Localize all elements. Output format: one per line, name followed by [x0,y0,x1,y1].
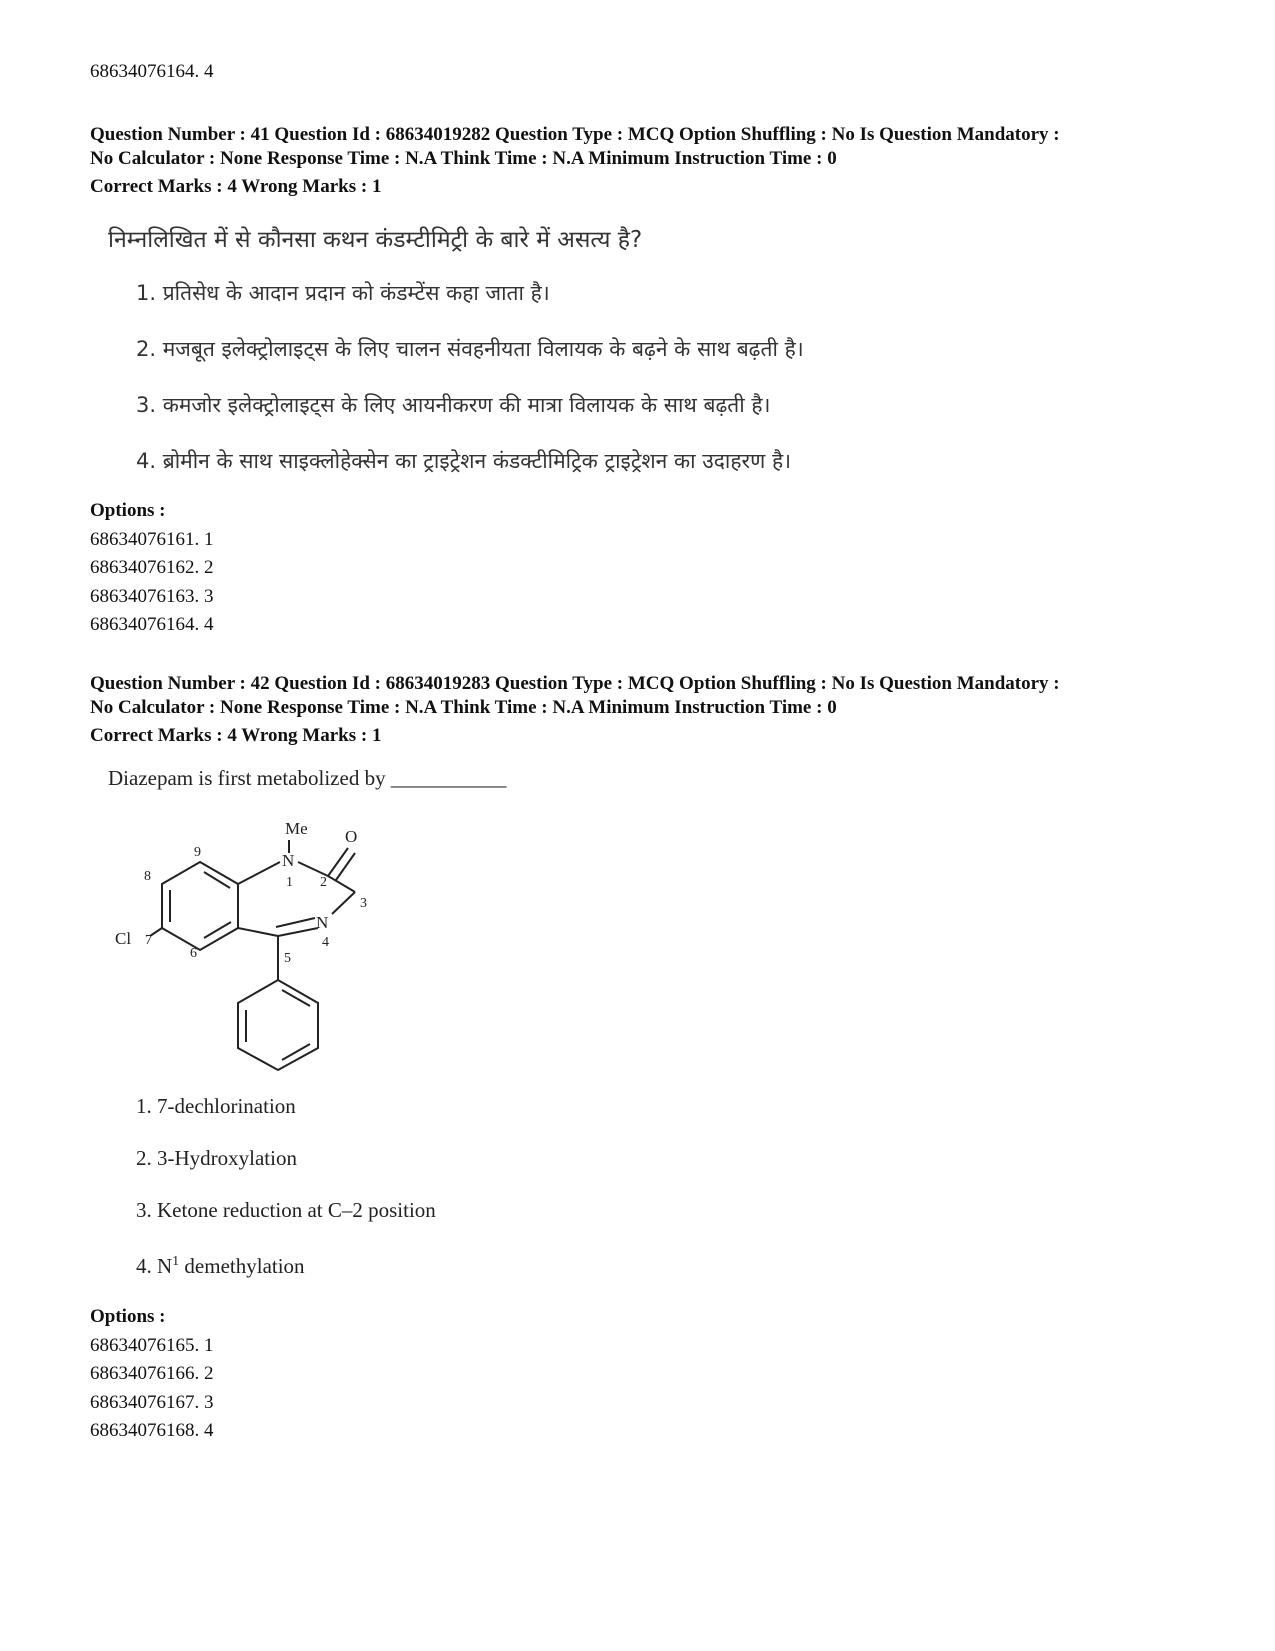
n1-atom-label: N [282,851,295,870]
q42-choice-2: 2. 3-Hydroxylation [136,1146,297,1170]
bond [328,876,355,892]
q42-marks: Correct Marks : 4 Wrong Marks : 1 [90,725,382,746]
bond [332,892,355,914]
bond [328,848,348,876]
q42-option-2: 68634076166. 2 [90,1363,214,1384]
bond [204,922,231,938]
question-41-block [90,123,1210,199]
q42-option-4: 68634076168. 4 [90,1420,214,1441]
q41-option-3: 68634076163. 3 [90,585,214,607]
bond [238,862,280,884]
q42-choice-4-superscript: 1 [172,1254,180,1269]
q41-marks: Correct Marks : 4 Wrong Marks : 1 [90,176,382,197]
bond [298,862,328,876]
bond [336,853,355,880]
q41-choice-1: 1. प्रतिसेध के आदान प्रदान को कंडम्टेंस कहा जाता है। [136,281,550,305]
position-label: 3 [360,896,367,911]
q41-options-label: Options : [90,500,166,521]
q41-option-4: 68634076164. 4 [90,614,214,635]
q41-meta-line-2: No Calculator : None Response Time : N.A Think Time : N.A Minimum Instruction Time : 0 [90,148,837,169]
q42-meta-line-2: No Calculator : None Response Time : N.A Think Time : N.A Minimum Instruction Time : 0 [90,697,837,718]
bond [278,928,318,936]
q42-choice-3: 3. Ketone reduction at C–2 position [136,1198,436,1222]
bond [276,918,315,927]
position-label: 5 [284,951,291,966]
question-42-block [90,672,1210,748]
previous-option-line: 68634076164. 4 [90,61,214,82]
position-label: 8 [144,869,151,884]
q41-choice-3: 3. कमजोर इलेक्ट्रोलाइट्स के लिए आयनीकरण की मात्रा विलायक के साथ बढ़ती है। [136,393,771,417]
position-label: 6 [190,946,197,961]
position-label: 4 [322,935,329,950]
n4-atom-label: N [316,913,329,932]
q42-choice-1: 1. 7-dechlorination [136,1094,296,1118]
q42-option-3: 68634076167. 3 [90,1391,214,1413]
bond [204,872,230,888]
q41-choice-2: 2. मजबूत इलेक्ट्रोलाइट्स के लिए चालन संवहनीयता विलायक के बढ़ने के साथ बढ़ती है। [136,337,804,361]
diazepam-structure-diagram [100,810,420,1080]
methyl-label: Me [285,819,308,838]
q41-options [90,497,214,640]
q41-stem: निम्नलिखित में से कौनसा कथन कंडम्टीमिट्री के बारे में असत्य है? [108,227,643,253]
position-label: 9 [194,845,201,860]
q42-option-1: 68634076165. 1 [90,1334,214,1356]
q42-options [90,1303,214,1446]
phenyl-ring [238,980,318,1070]
q41-meta-line-1: Question Number : 41 Question Id : 68634019282 Question Type : MCQ Option Shuffling : No Is Question Mandatory : [90,124,1060,145]
q41-option-1: 68634076161. 1 [90,528,214,550]
q41-choice-4: 4. ब्रोमीन के साथ साइक्लोहेक्सेन का ट्राइट्रेशन कंडक्टीमिट्रिक ट्राइट्रेशन का उदाहरण है। [136,449,792,473]
q42-stem: Diazepam is first metabolized by ___________ [108,766,507,790]
position-label: 7 [145,933,152,948]
q42-choice-4-suffix: demethylation [179,1254,305,1278]
q41-option-2: 68634076162. 2 [90,557,214,578]
q42-meta-line-1: Question Number : 42 Question Id : 68634019283 Question Type : MCQ Option Shuffling : No Is Question Mandatory : [90,673,1060,694]
q42-options-label: Options : [90,1306,166,1327]
bond [282,1044,310,1060]
fused-benzene-ring [162,862,238,950]
q42-choice-4 [136,1254,305,1279]
q42-choice-4-prefix: 4. N [136,1254,173,1278]
position-label: 2 [320,875,327,890]
oxygen-label: O [345,827,358,846]
bond [282,990,310,1006]
position-label: 1 [286,875,293,890]
bond [238,928,278,936]
chlorine-label: Cl [115,929,132,948]
